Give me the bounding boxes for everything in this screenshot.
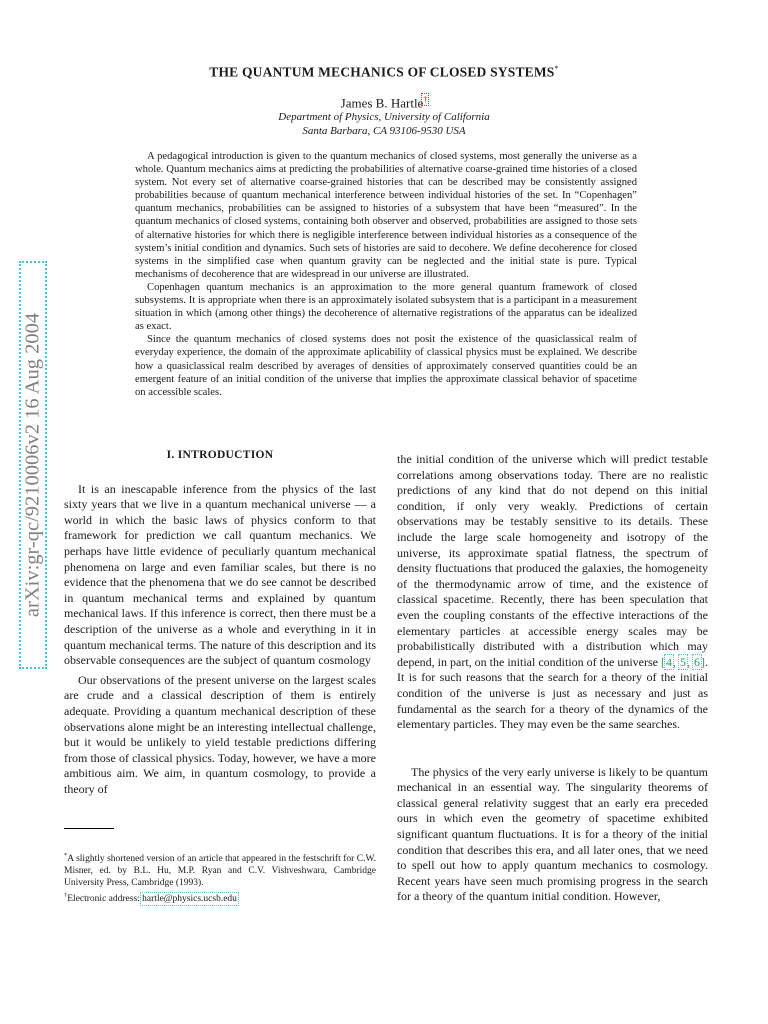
footnote-rule [64,828,114,829]
arxiv-identifier: arXiv:gr-qc/9210006v2 16 Aug 2004 [21,312,44,618]
paper-title-text: THE QUANTUM MECHANICS OF CLOSED SYSTEMS [209,64,555,80]
body-text: the initial condition of the universe which will predict testable correlations among observations today. There are no realistic predictions of any kind that do not depend on this initial condition, if only very weakly. Predictions of certain observations may be testably sensitive to its details. These include the large scale homogeneity and isotropy of the universe, its approximate spatial flatness, the spectrum of density fluctuations that produced the galaxies, the homogeneity of the thermodynamic arrow of time, and the existence of classical spacetime. Recently, there has been speculation that even the coupling constants of the effective interactions of the elementary particles at accessible energy scales may be probabilistically distributed with a distribution which may depend, in part, on the initial condition of the universe [397,452,708,669]
author-name: James B. Hartle [340,95,424,111]
footnote-2 [64,890,376,906]
right-column [397,452,708,905]
body-paragraph: The physics of the very early universe is likely to be quantum mechanical in an essential way. The singularity theorems of classical general relativity suggest that an early era preceded ours in which even the geometry of spacetime exhibited significant quantum fluctuations. It is for a theory of the initial condition that describes this era, and all later ones, that we need to spell out how to apply quantum mechanics to cosmology. Recent years have seen much promising progress in the search for a theory of the quantum initial condition. However, [397,764,708,904]
citation-link[interactable]: 6 [694,654,701,669]
title-footnote-mark[interactable]: * [554,64,559,73]
abstract-paragraph-1: A pedagogical introduction is given to the quantum mechanics of closed systems, most generally the universe as a whole. Quantum mechanics aims at predicting the probabilities of alternative coarse-grained time histories of a closed system. Not every set of alternative coarse-grained histories that can be described may be consistently assigned probabilities because of quantum mechanical interference between individual histories of the set. In “Copenhagen” quantum mechanics, probabilities can be assigned to histories of a subsystem that have been “measured”. In the quantum mechanics of closed systems, containing both observer and observed, probabilities are assigned to those sets of alternative histories for which there is negligible interference between individual histories as a consequence of the system’s initial condition and dynamics. Such sets of histories are said to decohere. We define decoherence for closed systems in the simplified case when quantum gravity can be neglected and the initial state is pure. Typical mechanisms of decoherence that are widespread in our universe are illustrated. [135,151,637,280]
body-text: . It is for such reasons that the search for a theory of the initial condition of the universe is just as necessary and just as fundamental as the search for a theory of the dynamics of the elementary particles. They may even be the same searches. [397,654,709,732]
citation-link[interactable]: 5 [680,654,687,669]
citation-group: [4, 5, 6] [661,654,706,669]
affiliation [0,110,768,138]
footnote-1-text: A slightly shortened version of an article that appeared in the festschrift for C.W. Misner, ed. by B.L. Hu, M.P. Ryan and C.V. Vishveshwara, Cambridge University Press, Cambridge (1993). [64,854,376,888]
affiliation-line-1: Department of Physics, University of California [278,111,490,123]
abstract-paragraph-3: Since the quantum mechanics of closed systems does not posit the existence of the quasiclassical realm of everyday experience, the domain of the approximate aplicability of classical physics must be explained. We describe how a quasiclassical realm described by averages of densities of approximately conserved quantities could be an emergent feature of an initial condition of the universe that implies the approximate classical behavior of spacetime on accessible scales. [135,334,637,398]
author-footnote-link[interactable]: † [423,95,428,104]
footnote-2-mark: † [64,891,68,899]
citation-link[interactable]: 4 [666,654,672,669]
footnote-2-label: Electronic address: [67,893,143,904]
abstract [135,150,637,399]
affiliation-line-2: Santa Barbara, CA 93106-9530 USA [302,125,466,137]
abstract-paragraph-2: Copenhagen quantum mechanics is an approximation to the more general quantum framework of closed subsystems. It is appropriate when there is an approximately isolated subsystem that is a participant in a measurement situation in which (among other things) the decoherence of alternative registrations of the apparatus can be idealized as exact. [135,281,637,333]
paper-title [0,64,768,81]
body-paragraph: It is an inescapable inference from the physics of the last sixty years that we live in a quantum mechanical universe — a world in which the basic laws of physics conform to that framework for prediction we call quantum mechanics. We perhaps have little evidence of peculiarly quantum mechanical phenomena on large and even familiar scales, but there is no evidence that the phenomena that we do see cannot be described in quantum mechanical terms and explained by quantum mechanical laws. If this inference is correct, then there must be a description of the universe as a whole and everything in it in quantum mechanical terms. The nature of this description and its observable consequences are the subject of quantum cosmology [64,481,376,668]
author-line [0,95,768,111]
body-paragraph [397,452,708,733]
body-paragraph: Our observations of the present universe on the largest scales are crude and a classical description of them is entirely adequate. Providing a quantum mechanical description of these observations alone might be an interesting intellectual challenge, but it would be unlikely to yield testable predictions differing from those of classical physics. Today, however, we have a more ambitious aim. We aim, in quantum cosmology, to provide a theory of [64,672,376,796]
footnotes [64,850,376,906]
footnote-1-mark: * [64,852,68,859]
footnote-1 [64,850,376,890]
email-link[interactable]: hartle@physics.ucsb.edu [142,893,237,904]
section-heading: I. INTRODUCTION [166,449,274,461]
left-column [64,448,376,801]
